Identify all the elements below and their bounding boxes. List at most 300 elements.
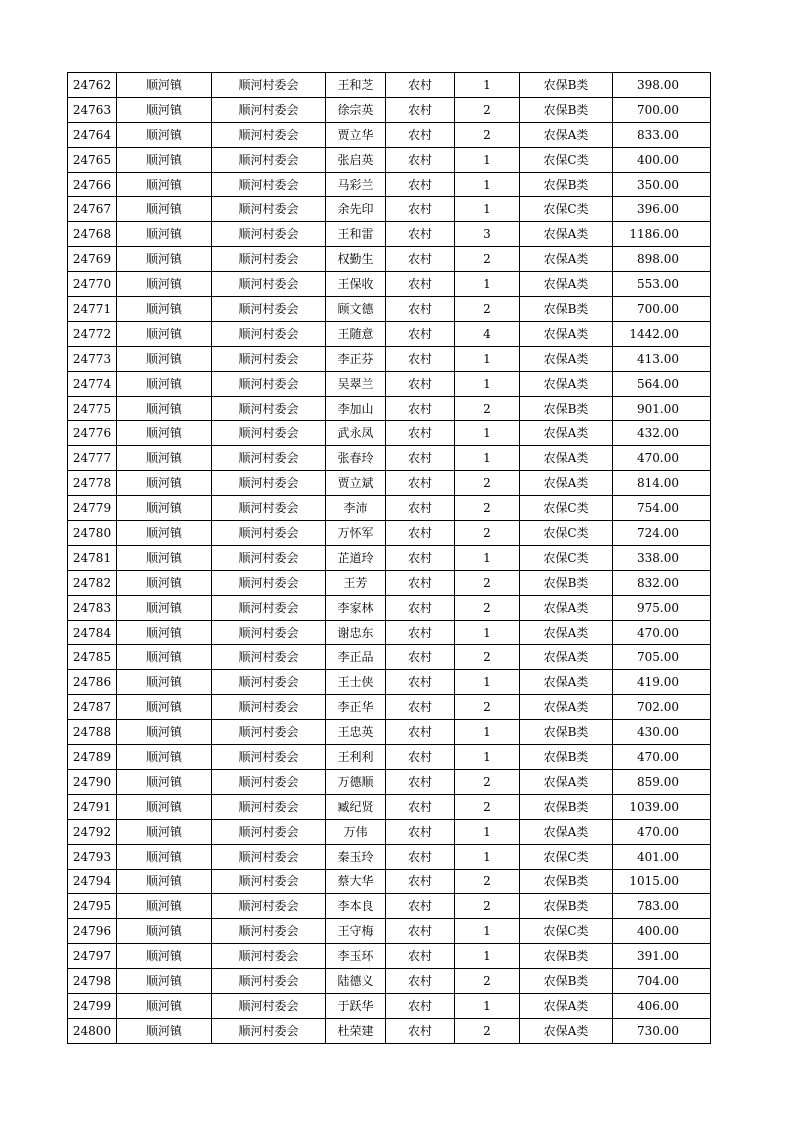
area-type-cell: 农村 [386,197,455,222]
name-cell: 万德顺 [326,769,386,794]
village-cell: 顺河村委会 [212,421,326,446]
town-cell: 顺河镇 [117,769,212,794]
area-type-cell: 农村 [386,496,455,521]
amount-cell: 564.00 [613,371,711,396]
village-cell: 顺河村委会 [212,521,326,546]
insurance-class-cell: 农保A类 [520,446,613,471]
village-cell: 顺河村委会 [212,620,326,645]
table-row [68,819,711,844]
area-type-cell: 农村 [386,421,455,446]
town-cell: 顺河镇 [117,844,212,869]
village-cell: 顺河村委会 [212,197,326,222]
table-row [68,396,711,421]
record-id: 24768 [68,222,117,247]
name-cell: 王士侠 [326,670,386,695]
amount-cell: 470.00 [613,819,711,844]
amount-cell: 406.00 [613,993,711,1018]
town-cell: 顺河镇 [117,496,212,521]
household-count-cell: 2 [455,247,520,272]
town-cell: 顺河镇 [117,869,212,894]
amount-cell: 702.00 [613,695,711,720]
household-count-cell: 1 [455,172,520,197]
insurance-class-cell: 农保C类 [520,197,613,222]
town-cell: 顺河镇 [117,97,212,122]
town-cell: 顺河镇 [117,346,212,371]
table-row [68,794,711,819]
amount-cell: 398.00 [613,73,711,98]
name-cell: 徐宗英 [326,97,386,122]
record-id: 24781 [68,545,117,570]
area-type-cell: 农村 [386,595,455,620]
record-id: 24780 [68,521,117,546]
amount-cell: 700.00 [613,297,711,322]
name-cell: 李正品 [326,645,386,670]
household-count-cell: 1 [455,745,520,770]
table-row [68,446,711,471]
amount-cell: 413.00 [613,346,711,371]
village-cell: 顺河村委会 [212,769,326,794]
village-cell: 顺河村委会 [212,645,326,670]
household-count-cell: 1 [455,819,520,844]
town-cell: 顺河镇 [117,670,212,695]
insurance-class-cell: 农保B类 [520,172,613,197]
insurance-class-cell: 农保B类 [520,396,613,421]
area-type-cell: 农村 [386,745,455,770]
town-cell: 顺河镇 [117,944,212,969]
table-row [68,371,711,396]
amount-cell: 470.00 [613,745,711,770]
insurance-class-cell: 农保B类 [520,869,613,894]
table-row [68,197,711,222]
name-cell: 李正华 [326,695,386,720]
amount-cell: 470.00 [613,446,711,471]
village-cell: 顺河村委会 [212,919,326,944]
name-cell: 万怀军 [326,521,386,546]
town-cell: 顺河镇 [117,73,212,98]
village-cell: 顺河村委会 [212,122,326,147]
amount-cell: 350.00 [613,172,711,197]
village-cell: 顺河村委会 [212,869,326,894]
insurance-class-cell: 农保B类 [520,794,613,819]
household-count-cell: 2 [455,645,520,670]
area-type-cell: 农村 [386,297,455,322]
table-row [68,496,711,521]
name-cell: 李家林 [326,595,386,620]
amount-cell: 814.00 [613,471,711,496]
amount-cell: 700.00 [613,97,711,122]
insurance-class-cell: 农保A类 [520,769,613,794]
household-count-cell: 1 [455,421,520,446]
table-row [68,346,711,371]
table-row [68,894,711,919]
village-cell: 顺河村委会 [212,496,326,521]
household-count-cell: 1 [455,371,520,396]
table-row [68,545,711,570]
household-count-cell: 1 [455,197,520,222]
area-type-cell: 农村 [386,321,455,346]
amount-cell: 1039.00 [613,794,711,819]
village-cell: 顺河村委会 [212,819,326,844]
record-id: 24787 [68,695,117,720]
town-cell: 顺河镇 [117,222,212,247]
table-row [68,297,711,322]
household-count-cell: 1 [455,446,520,471]
area-type-cell: 农村 [386,247,455,272]
record-id: 24783 [68,595,117,620]
table-row [68,73,711,98]
village-cell: 顺河村委会 [212,894,326,919]
name-cell: 万伟 [326,819,386,844]
amount-cell: 783.00 [613,894,711,919]
area-type-cell: 农村 [386,969,455,994]
household-count-cell: 2 [455,471,520,496]
area-type-cell: 农村 [386,794,455,819]
table-row [68,695,711,720]
area-type-cell: 农村 [386,919,455,944]
household-count-cell: 1 [455,73,520,98]
household-count-cell: 1 [455,844,520,869]
record-id: 24800 [68,1018,117,1043]
insurance-class-cell: 农保A类 [520,670,613,695]
area-type-cell: 农村 [386,993,455,1018]
amount-cell: 898.00 [613,247,711,272]
insurance-class-cell: 农保C类 [520,496,613,521]
name-cell: 王和芝 [326,73,386,98]
town-cell: 顺河镇 [117,993,212,1018]
town-cell: 顺河镇 [117,172,212,197]
insurance-class-cell: 农保A类 [520,471,613,496]
name-cell: 李本良 [326,894,386,919]
insurance-class-cell: 农保A类 [520,421,613,446]
name-cell: 顾文德 [326,297,386,322]
name-cell: 于跃华 [326,993,386,1018]
village-cell: 顺河村委会 [212,545,326,570]
record-id: 24782 [68,570,117,595]
table-row [68,172,711,197]
record-id: 24786 [68,670,117,695]
amount-cell: 419.00 [613,670,711,695]
area-type-cell: 农村 [386,869,455,894]
area-type-cell: 农村 [386,122,455,147]
insurance-class-cell: 农保B类 [520,745,613,770]
insurance-class-cell: 农保A类 [520,122,613,147]
amount-cell: 430.00 [613,720,711,745]
name-cell: 李正芬 [326,346,386,371]
name-cell: 贾立华 [326,122,386,147]
household-count-cell: 1 [455,147,520,172]
record-id: 24769 [68,247,117,272]
household-count-cell: 2 [455,894,520,919]
table-row [68,272,711,297]
household-count-cell: 1 [455,620,520,645]
insurance-class-cell: 农保B类 [520,720,613,745]
amount-cell: 975.00 [613,595,711,620]
household-count-cell: 3 [455,222,520,247]
name-cell: 芷道玲 [326,545,386,570]
household-count-cell: 1 [455,272,520,297]
record-id: 24774 [68,371,117,396]
village-cell: 顺河村委会 [212,222,326,247]
area-type-cell: 农村 [386,222,455,247]
insurance-class-cell: 农保A类 [520,371,613,396]
insurance-class-cell: 农保C类 [520,521,613,546]
insurance-class-cell: 农保B类 [520,97,613,122]
record-id: 24771 [68,297,117,322]
name-cell: 武永凤 [326,421,386,446]
name-cell: 权勤生 [326,247,386,272]
insurance-class-cell: 农保C类 [520,545,613,570]
household-count-cell: 4 [455,321,520,346]
household-count-cell: 2 [455,869,520,894]
household-count-cell: 1 [455,720,520,745]
town-cell: 顺河镇 [117,396,212,421]
table-row [68,147,711,172]
record-id: 24779 [68,496,117,521]
record-id: 24776 [68,421,117,446]
village-cell: 顺河村委会 [212,272,326,297]
name-cell: 臧纪贤 [326,794,386,819]
table-row [68,521,711,546]
town-cell: 顺河镇 [117,794,212,819]
insurance-class-cell: 农保A类 [520,620,613,645]
records-table [67,72,711,1044]
household-count-cell: 2 [455,695,520,720]
village-cell: 顺河村委会 [212,794,326,819]
village-cell: 顺河村委会 [212,321,326,346]
area-type-cell: 农村 [386,446,455,471]
table-row [68,97,711,122]
name-cell: 王随意 [326,321,386,346]
table-row [68,247,711,272]
village-cell: 顺河村委会 [212,297,326,322]
town-cell: 顺河镇 [117,147,212,172]
name-cell: 杜荣建 [326,1018,386,1043]
area-type-cell: 农村 [386,97,455,122]
amount-cell: 754.00 [613,496,711,521]
household-count-cell: 1 [455,944,520,969]
village-cell: 顺河村委会 [212,944,326,969]
area-type-cell: 农村 [386,272,455,297]
area-type-cell: 农村 [386,645,455,670]
village-cell: 顺河村委会 [212,844,326,869]
village-cell: 顺河村委会 [212,670,326,695]
household-count-cell: 2 [455,496,520,521]
record-id: 24778 [68,471,117,496]
table-row [68,844,711,869]
amount-cell: 401.00 [613,844,711,869]
area-type-cell: 农村 [386,371,455,396]
table-row [68,919,711,944]
name-cell: 马彩兰 [326,172,386,197]
amount-cell: 432.00 [613,421,711,446]
area-type-cell: 农村 [386,521,455,546]
household-count-cell: 2 [455,521,520,546]
area-type-cell: 农村 [386,471,455,496]
town-cell: 顺河镇 [117,745,212,770]
village-cell: 顺河村委会 [212,471,326,496]
town-cell: 顺河镇 [117,570,212,595]
area-type-cell: 农村 [386,819,455,844]
name-cell: 李沛 [326,496,386,521]
table-row [68,570,711,595]
record-id: 24765 [68,147,117,172]
insurance-class-cell: 农保A类 [520,645,613,670]
area-type-cell: 农村 [386,894,455,919]
area-type-cell: 农村 [386,73,455,98]
record-id: 24766 [68,172,117,197]
table-row [68,595,711,620]
village-cell: 顺河村委会 [212,247,326,272]
record-id: 24775 [68,396,117,421]
table-row [68,122,711,147]
record-id: 24785 [68,645,117,670]
village-cell: 顺河村委会 [212,570,326,595]
record-id: 24784 [68,620,117,645]
record-id: 24763 [68,97,117,122]
insurance-class-cell: 农保A类 [520,1018,613,1043]
village-cell: 顺河村委会 [212,969,326,994]
village-cell: 顺河村委会 [212,1018,326,1043]
town-cell: 顺河镇 [117,122,212,147]
household-count-cell: 2 [455,570,520,595]
town-cell: 顺河镇 [117,421,212,446]
insurance-class-cell: 农保C类 [520,147,613,172]
town-cell: 顺河镇 [117,197,212,222]
area-type-cell: 农村 [386,695,455,720]
name-cell: 秦玉玲 [326,844,386,869]
area-type-cell: 农村 [386,620,455,645]
insurance-class-cell: 农保A类 [520,272,613,297]
village-cell: 顺河村委会 [212,993,326,1018]
name-cell: 王忠英 [326,720,386,745]
area-type-cell: 农村 [386,944,455,969]
record-id: 24793 [68,844,117,869]
record-id: 24796 [68,919,117,944]
record-id: 24792 [68,819,117,844]
insurance-class-cell: 农保B类 [520,297,613,322]
amount-cell: 704.00 [613,969,711,994]
town-cell: 顺河镇 [117,297,212,322]
record-id: 24795 [68,894,117,919]
name-cell: 蔡大华 [326,869,386,894]
household-count-cell: 2 [455,794,520,819]
household-count-cell: 2 [455,122,520,147]
household-count-cell: 2 [455,1018,520,1043]
amount-cell: 553.00 [613,272,711,297]
village-cell: 顺河村委会 [212,720,326,745]
village-cell: 顺河村委会 [212,346,326,371]
village-cell: 顺河村委会 [212,595,326,620]
household-count-cell: 2 [455,595,520,620]
household-count-cell: 2 [455,97,520,122]
name-cell: 王芳 [326,570,386,595]
table-row [68,869,711,894]
table-row [68,421,711,446]
town-cell: 顺河镇 [117,247,212,272]
insurance-class-cell: 农保C类 [520,844,613,869]
household-count-cell: 2 [455,396,520,421]
amount-cell: 470.00 [613,620,711,645]
record-id: 24762 [68,73,117,98]
insurance-class-cell: 农保B类 [520,894,613,919]
amount-cell: 396.00 [613,197,711,222]
record-id: 24790 [68,769,117,794]
name-cell: 张春玲 [326,446,386,471]
amount-cell: 338.00 [613,545,711,570]
household-count-cell: 1 [455,993,520,1018]
town-cell: 顺河镇 [117,521,212,546]
village-cell: 顺河村委会 [212,73,326,98]
town-cell: 顺河镇 [117,446,212,471]
name-cell: 贾立斌 [326,471,386,496]
town-cell: 顺河镇 [117,919,212,944]
amount-cell: 705.00 [613,645,711,670]
name-cell: 王保收 [326,272,386,297]
town-cell: 顺河镇 [117,371,212,396]
town-cell: 顺河镇 [117,272,212,297]
household-count-cell: 1 [455,545,520,570]
village-cell: 顺河村委会 [212,371,326,396]
name-cell: 余先印 [326,197,386,222]
insurance-class-cell: 农保B类 [520,969,613,994]
table-row [68,620,711,645]
record-id: 24770 [68,272,117,297]
household-count-cell: 1 [455,919,520,944]
record-id: 24777 [68,446,117,471]
table-row [68,645,711,670]
insurance-class-cell: 农保A类 [520,321,613,346]
area-type-cell: 农村 [386,346,455,371]
village-cell: 顺河村委会 [212,396,326,421]
insurance-class-cell: 农保B类 [520,570,613,595]
name-cell: 谢忠东 [326,620,386,645]
area-type-cell: 农村 [386,172,455,197]
town-cell: 顺河镇 [117,1018,212,1043]
record-id: 24794 [68,869,117,894]
village-cell: 顺河村委会 [212,97,326,122]
village-cell: 顺河村委会 [212,172,326,197]
name-cell: 吴翠兰 [326,371,386,396]
record-id: 24772 [68,321,117,346]
record-id: 24798 [68,969,117,994]
table-row [68,321,711,346]
record-id: 24791 [68,794,117,819]
records-body [68,73,711,1044]
insurance-class-cell: 农保A类 [520,695,613,720]
household-count-cell: 1 [455,346,520,371]
amount-cell: 859.00 [613,769,711,794]
village-cell: 顺河村委会 [212,147,326,172]
area-type-cell: 农村 [386,570,455,595]
table-row [68,769,711,794]
town-cell: 顺河镇 [117,894,212,919]
table-row [68,670,711,695]
area-type-cell: 农村 [386,720,455,745]
household-count-cell: 2 [455,297,520,322]
name-cell: 张启英 [326,147,386,172]
town-cell: 顺河镇 [117,321,212,346]
town-cell: 顺河镇 [117,969,212,994]
town-cell: 顺河镇 [117,595,212,620]
household-count-cell: 1 [455,670,520,695]
amount-cell: 832.00 [613,570,711,595]
town-cell: 顺河镇 [117,819,212,844]
table-row [68,471,711,496]
area-type-cell: 农村 [386,147,455,172]
name-cell: 李玉环 [326,944,386,969]
amount-cell: 400.00 [613,147,711,172]
record-id: 24797 [68,944,117,969]
